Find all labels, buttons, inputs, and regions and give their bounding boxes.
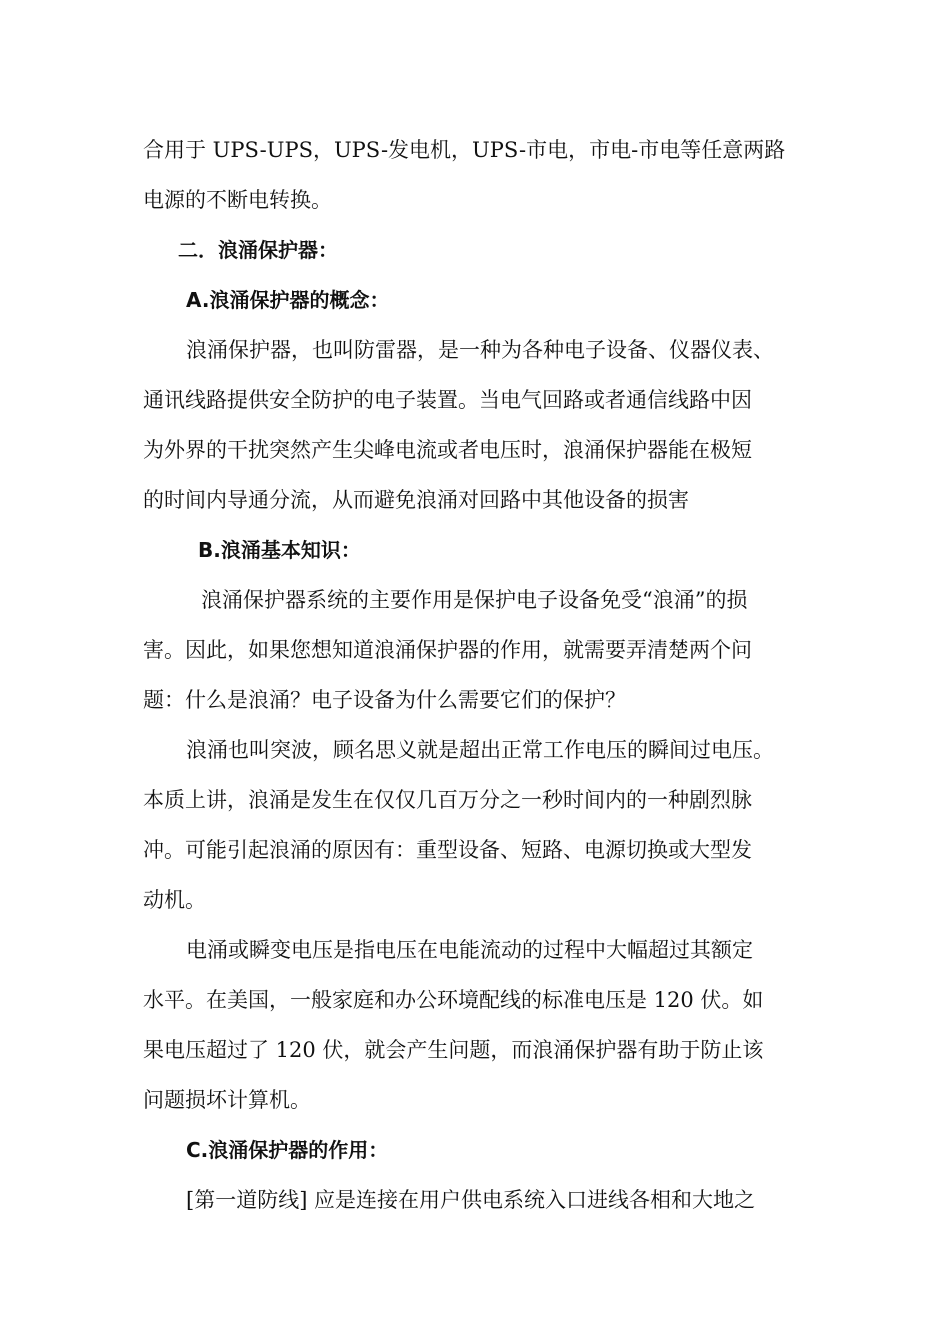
subsection-heading: A.浪涌保护器的概念： <box>186 288 390 312</box>
body-line: 浪涌保护器，也叫防雷器，是一种为各种电子设备、仪器仪表、 <box>186 338 774 362</box>
subsection-heading: C.浪涌保护器的作用： <box>186 1138 389 1162</box>
body-line: 本质上讲，浪涌是发生在仅仅几百万分之一秒时间内的一种剧烈脉 <box>143 788 752 812</box>
body-line: 的时间内导通分流，从而避免浪涌对回路中其他设备的损害 <box>143 488 689 512</box>
section-heading: 二．浪涌保护器： <box>178 238 338 262</box>
body-line: 题：什么是浪涌？电子设备为什么需要它们的保护？ <box>143 688 626 712</box>
body-line: 浪涌也叫突波，顾名思义就是超出正常工作电压的瞬间过电压。 <box>186 738 774 762</box>
body-line: 问题损坏计算机。 <box>143 1088 311 1112</box>
body-line: 合用于 UPS-UPS，UPS-发电机，UPS-市电，市电-市电等任意两路 <box>143 138 786 162</box>
body-line: 电涌或瞬变电压是指电压在电能流动的过程中大幅超过其额定 <box>186 938 753 962</box>
subsection-heading: B.浪涌基本知识： <box>198 538 361 562</box>
body-line: 电源的不断电转换。 <box>143 188 332 212</box>
body-line: 通讯线路提供安全防护的电子装置。当电气回路或者通信线路中因 <box>143 388 752 412</box>
body-line: 水平。在美国，一般家庭和办公环境配线的标准电压是 120 伏。如 <box>143 988 764 1012</box>
body-line: [第一道防线] 应是连接在用户供电系统入口进线各相和大地之 <box>186 1188 756 1212</box>
body-line: 动机。 <box>143 888 206 912</box>
body-line: 果电压超过了 120 伏，就会产生问题，而浪涌保护器有助于防止该 <box>143 1038 764 1062</box>
body-line: 冲。可能引起浪涌的原因有：重型设备、短路、电源切换或大型发 <box>143 838 752 862</box>
body-line: 害。因此，如果您想知道浪涌保护器的作用，就需要弄清楚两个问 <box>143 638 752 662</box>
body-line: 为外界的干扰突然产生尖峰电流或者电压时，浪涌保护器能在极短 <box>143 438 752 462</box>
body-line: 浪涌保护器系统的主要作用是保护电子设备免受“浪涌”的损 <box>201 588 748 612</box>
